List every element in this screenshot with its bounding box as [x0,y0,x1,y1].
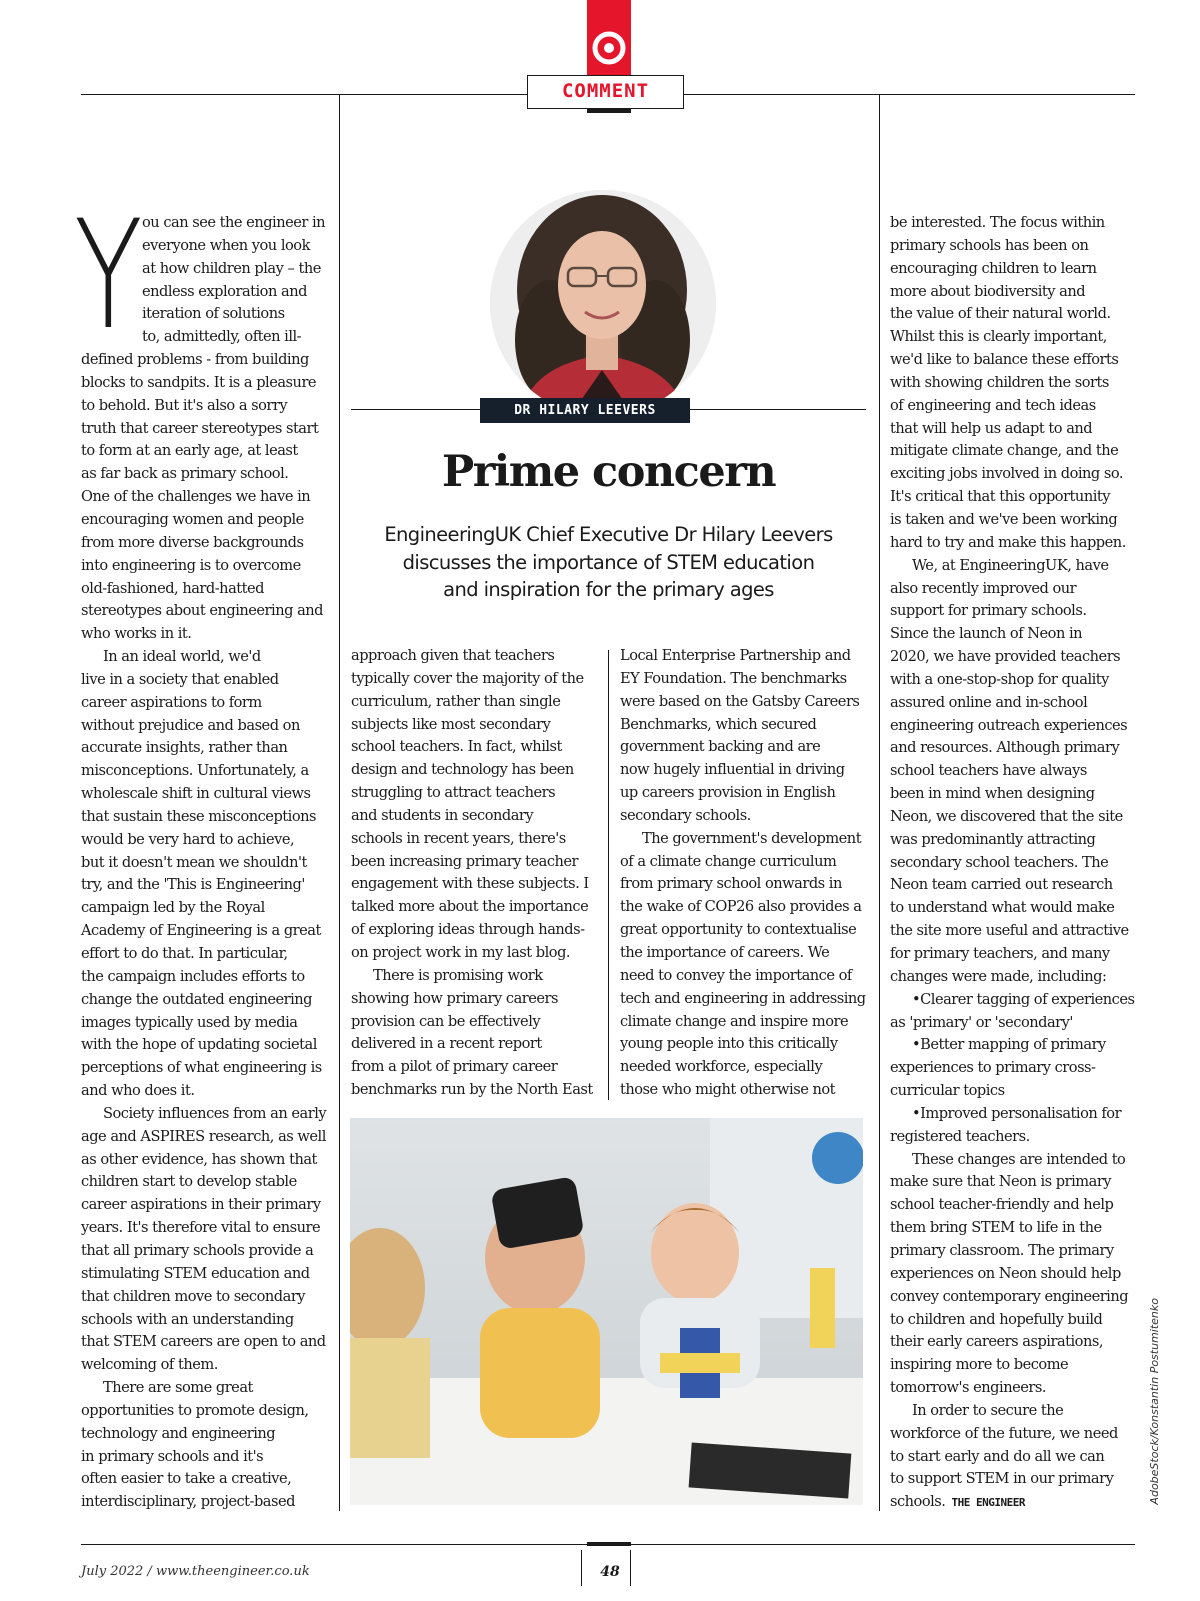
body-line: assured online and in-school [890,693,1088,711]
body-line: more about biodiversity and [890,282,1086,300]
body-line: that children move to secondary [81,1287,306,1305]
body-line: everyone when you look [142,236,310,254]
body-line: Academy of Engineering is a great [81,922,321,940]
body-line: often easier to take a creative, [81,1470,292,1488]
body-line: from more diverse backgrounds [81,533,304,551]
body-line: curriculum, rather than single [351,692,561,710]
body-line: great opportunity to contextualise [620,921,857,939]
body-line: encouraging women and people [81,510,304,528]
body-line: and resources. Although primary [890,739,1120,757]
body-line: young people into this critically [620,1035,838,1053]
body-line: but it doesn't mean we shouldn't [81,853,307,871]
body-line: blocks to sandpits. It is a pleasure [81,373,317,391]
body-line: truth that career stereotypes start [81,419,319,437]
body-line: misconceptions. Unfortunately, a [81,762,309,780]
body-line: We, at EngineeringUK, have [912,556,1109,574]
body-line: •Better mapping of primary [912,1036,1106,1054]
body-line: It's critical that this opportunity [890,488,1110,506]
body-line: those who might otherwise not [620,1081,836,1099]
body-line: age and ASPIRES research, as well [81,1127,326,1145]
body-line: for primary teachers, and many [890,945,1110,962]
body-line: schools with an understanding [81,1310,294,1328]
body-line: curricular topics [890,1082,1005,1100]
section-label-underbar [587,109,631,113]
body-line: school teachers. In fact, whilst [351,738,562,756]
body-line: with a one-stop-shop for quality [890,670,1109,688]
body-line: campaign led by the Royal [81,899,265,917]
body-line: ou can see the engineer in [142,214,326,231]
photo-credit-text: AdobeStock/Konstantin Postumitenko [1148,1298,1161,1505]
body-line: support for primary schools. [890,602,1087,620]
body-line: In order to secure the [912,1401,1064,1419]
body-line: One of the challenges we have in [81,488,311,506]
body-line: to behold. But it's also a sorry [81,396,288,414]
body-line: of engineering and tech ideas [890,396,1096,414]
body-line: school teacher-friendly and help [890,1196,1114,1214]
end-mark-logo: THE ENGINEER [945,1496,1026,1510]
body-line: encouraging children to learn [890,259,1097,277]
body-line: design and technology has been [351,761,574,779]
standfirst [351,521,866,604]
body-line: primary schools has been on [890,236,1089,254]
target-icon [592,31,626,65]
body-line: typically cover the majority of the [351,669,584,687]
body-line: engineering outreach experiences [890,716,1128,734]
body-line: that all primary schools provide a [81,1241,314,1259]
standfirst-line: and inspiration for the primary ages [443,578,774,601]
body-column-4 [890,212,1135,1514]
body-line: also recently improved our [890,579,1077,597]
body-line: in primary schools and it's [81,1447,264,1465]
body-column-1 [81,212,327,1514]
body-line: their early careers aspirations, [890,1333,1103,1351]
body-line: The government's development [642,829,862,847]
body-line: who works in it. [81,625,192,643]
body-line: mitigate climate change, and the [890,442,1119,460]
body-column-3 [620,645,865,1102]
standfirst-line: EngineeringUK Chief Executive Dr Hilary Leevers [384,523,833,546]
body-line: need to convey the importance of [620,966,852,984]
body-line: from primary school onwards in [620,875,842,893]
body-line: now hugely influential in driving [620,761,845,779]
body-line: of a climate change curriculum [620,852,837,870]
body-line: the importance of careers. We [620,943,830,961]
body-line: from a pilot of primary career [351,1058,558,1076]
body-line: wholescale shift in cultural views [81,785,311,803]
footer-date-url: July 2022 / www.theengineer.co.uk [81,1564,310,1579]
body-line: the site more useful and attractive [890,922,1129,940]
body-line: with showing children the sorts [890,373,1109,391]
column-rule-middle [608,650,609,1100]
body-line: These changes are intended to [912,1150,1126,1168]
body-line: defined problems - from building [81,351,309,369]
body-line: needed workforce, especially [620,1058,823,1076]
section-label-box [527,75,684,109]
body-line: registered teachers. [890,1127,1030,1145]
body-line: experiences on Neon should help [890,1264,1121,1282]
body-line: we'd like to balance these efforts [890,351,1119,369]
body-line: were based on the Gatsby Careers [620,692,860,710]
photo-credit [1148,1298,1162,1518]
body-line: to understand what would make [890,899,1115,917]
body-line: iteration of solutions [142,305,285,323]
body-line: school teachers have always [890,762,1087,780]
body-line: showing how primary careers [351,989,559,1007]
body-line: the wake of COP26 also provides a [620,898,862,916]
body-line: was predominantly attracting [890,830,1096,848]
body-line: effort to do that. In particular, [81,945,288,962]
classroom-photo [350,1118,863,1505]
body-line: hard to try and make this happen. [890,533,1126,551]
body-line: perceptions of what engineering is [81,1059,322,1077]
body-line: workforce of the future, we need [890,1424,1118,1442]
body-line: tomorrow's engineers. [890,1379,1046,1397]
body-line: to, admittedly, often ill- [142,328,302,346]
body-line: children start to develop stable [81,1173,297,1191]
body-line: provision can be effectively [351,1012,541,1030]
body-line: schools. THE ENGINEER [890,1493,1026,1511]
body-line: accurate insights, rather than [81,739,288,757]
body-line: to start early and do all we can [890,1447,1105,1465]
body-line: stimulating STEM education and [81,1264,310,1282]
footer-bar [587,1542,631,1546]
body-line: and students in secondary [351,806,534,824]
body-line: secondary school teachers. The [890,853,1109,871]
body-line: 2020, we have provided teachers [890,648,1121,666]
body-line: been increasing primary teacher [351,852,579,870]
body-line: inspiring more to become [890,1356,1069,1374]
body-line: been in mind when designing [890,785,1095,803]
standfirst-line: discusses the importance of STEM education [402,550,815,574]
body-line: and who does it. [81,1082,195,1100]
body-line: is taken and we've been working [890,510,1118,528]
body-line: up careers provision in English [620,784,836,802]
author-portrait [490,190,716,416]
body-line: opportunities to promote design, [81,1401,309,1419]
body-line: without prejudice and based on [81,716,300,734]
body-line: of exploring ideas through hands- [351,921,585,939]
body-line: images typically used by media [81,1013,298,1031]
body-line: that will help us adapt to and [890,419,1093,437]
body-line: with the hope of updating societal [81,1036,317,1054]
body-line: convey contemporary engineering [890,1287,1129,1305]
body-line: career aspirations in their primary [81,1196,321,1214]
body-line: years. It's therefore vital to ensure [81,1219,321,1237]
body-line: on project work in my last blog. [351,943,571,961]
body-line: talked more about the importance [351,898,589,916]
body-line: as far back as primary school. [81,465,289,483]
body-line: delivered in a recent report [351,1035,542,1053]
body-line: endless exploration and [142,282,307,300]
body-line: them bring STEM to life in the [890,1219,1102,1237]
column-rule-left [339,94,340,1511]
body-line: as 'primary' or 'secondary' [890,1013,1073,1031]
body-line: live in a society that enabled [81,670,279,688]
body-line: Since the launch of Neon in [890,625,1083,643]
body-line: to form at an early age, at least [81,442,298,460]
body-line: into engineering is to overcome [81,556,301,574]
body-line: technology and engineering [81,1424,276,1442]
body-line: Society influences from an early [103,1104,327,1122]
body-line: tech and engineering in addressing [620,989,866,1007]
body-line: try, and the 'This is Engineering' [81,876,305,894]
body-line: interdisciplinary, project-based [81,1493,295,1511]
headline: Prime concern [441,447,776,497]
body-line: Neon team carried out research [890,876,1113,894]
body-line: exciting jobs involved in doing so. [890,465,1124,483]
body-line: that sustain these misconceptions [81,807,316,825]
body-line: •Clearer tagging of experiences [912,990,1135,1008]
body-line: •Improved personalisation for [912,1104,1122,1122]
body-line: to children and hopefully build [890,1310,1103,1328]
body-line: Neon, we discovered that the site [890,807,1123,825]
body-line: stereotypes about engineering and [81,602,324,620]
body-line: at how children play – the [142,259,321,277]
body-line: welcoming of them. [81,1356,218,1374]
body-line: EY Foundation. The benchmarks [620,669,847,687]
author-name-bar: DR HILARY LEEVERS [480,398,690,423]
body-line: benchmarks run by the North East [351,1081,593,1099]
body-line: In an ideal world, we'd [103,648,261,666]
body-line: struggling to attract teachers [351,784,556,802]
section-label: COMMENT [561,80,650,102]
body-line: climate change and inspire more [620,1012,849,1030]
body-line: experiences to primary cross- [890,1059,1096,1077]
body-line: There is promising work [373,966,543,984]
body-line: change the outdated engineering [81,990,313,1008]
body-line: the value of their natural world. [890,305,1111,323]
body-line: engagement with these subjects. I [351,875,589,893]
body-line: schools in recent years, there's [351,829,566,847]
body-line: approach given that teachers [351,647,555,664]
drop-cap: Y [74,189,143,363]
body-line: Local Enterprise Partnership and [620,647,851,664]
body-line: government backing and are [620,738,821,756]
page-number: 48 [600,1564,620,1580]
body-line: would be very hard to achieve, [81,830,295,848]
body-line: be interested. The focus within [890,214,1105,231]
body-line: old-fashioned, hard-hatted [81,579,264,597]
body-line: subjects like most secondary [351,715,551,733]
column-rule-right [879,94,880,1511]
body-line: to support STEM in our primary [890,1470,1114,1488]
body-line: primary classroom. The primary [890,1241,1114,1259]
body-line: that STEM careers are open to and [81,1333,326,1351]
body-line: career aspirations to form [81,693,262,711]
body-line: the campaign includes efforts to [81,967,305,985]
body-line: Benchmarks, which secured [620,715,817,733]
body-line: as other evidence, has shown that [81,1150,317,1168]
body-line: changes were made, including: [890,967,1107,985]
body-line: There are some great [103,1379,253,1397]
body-column-2 [351,645,591,1102]
body-line: make sure that Neon is primary [890,1173,1112,1191]
body-line: Whilst this is clearly important, [890,328,1107,346]
body-line: secondary schools. [620,806,751,824]
